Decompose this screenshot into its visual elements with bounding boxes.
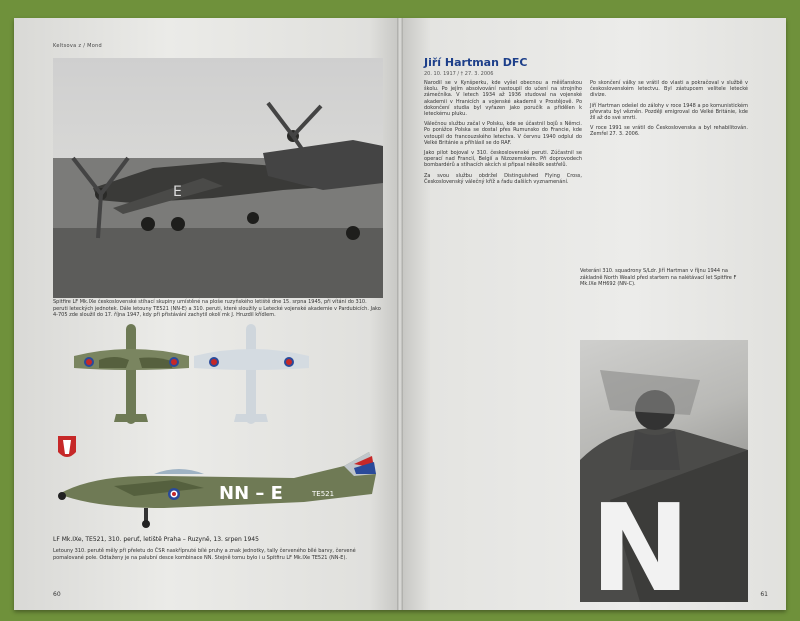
- profile-description: Letouny 310. perutě měly při přeletu do ČSR naskřípnuté bílé pruhy a znak jednotky, tally červeného bílé barvy, červené pomalované pole. Odtaženy je na palubní desce kombinace NN. Stejně tomu bylo i u Spitfiru LF Mk.IXe TE521 (NN-E).: [53, 548, 356, 561]
- photo-illustration: [53, 58, 383, 298]
- paragraph: Válečnou službu začal v Polsku, kde se účastnil bojů s Němci. Po porážce Polska se dostal přes Rumunsko do Francie, kde vstoupil do francouzského letectva. V červnu 1940 odplul do Velké Británie a přihlásil se do RAF.: [424, 121, 582, 146]
- profile-title: LF Mk.IXe, TE521, 310. peruť, letiště Praha – Ruzyně, 13. srpen 1945: [53, 536, 259, 543]
- page-number-left: 60: [53, 591, 61, 598]
- page-number-right: 61: [760, 591, 768, 598]
- running-head: Keltsova z / Mond: [53, 43, 103, 49]
- paragraph: Po skončení války se vrátil do vlasti a pokračoval v službě v československém letectvu. Byl zástupcem velitele letecké divize.: [590, 80, 748, 99]
- aircraft-serial-label: TE521: [312, 490, 335, 498]
- paragraph: Jiří Hartman odešel do zálohy v roce 1948 a po komunistickém převratu byl vězněn. Později emigroval do Velké Británie, kde žil až do své smrti.: [590, 102, 748, 122]
- biography-heading: Jiří Hartman DFC: [424, 56, 528, 69]
- spitfire-top-view: [74, 324, 189, 424]
- paragraph: Narodil se v Kynšperku, kde vyšel obecnou a měšťanskou školu. Po jejím absolvování nastoupil do učení na strojního zámečníka. V letech 1934 až 1936 studoval na vojenské akademii v Hranicích a vojenské akademii v Prostějově. Po dokončení studia byl vyřazen jako poručík a přidělen k leteckému pluku.: [424, 80, 582, 118]
- paragraph: Za svou službu obdržel Distinguished Flying Cross, Československý válečný kříž a řadu dalších vyznamenání.: [424, 172, 582, 185]
- open-book: [14, 18, 786, 610]
- book-spine: [397, 18, 403, 610]
- pilot-photo-illustration: [580, 340, 748, 602]
- left-page: [14, 18, 400, 610]
- pilot-photo-caption: Veteráni 310. squadrony S/Ldr. Jiří Hartman v říjnu 1944 na základně North Weald před startem na nalétávací let Spitfire F Mk.IXe MH692 (NN-C).: [580, 268, 737, 288]
- spitfire-airfield-photo: [53, 58, 383, 298]
- right-page: [400, 18, 786, 610]
- svg-text:E: E: [173, 184, 182, 200]
- text-column-1: [424, 80, 582, 189]
- text-column-2: [590, 80, 748, 142]
- biography-dates: 20. 10. 1917 / † 27. 3. 2006: [424, 71, 494, 77]
- photo-caption: Spitfire LF Mk.IXe československé stíhací skupiny umístěné na ploše ruzyňského letiště dne 15. srpna 1945, při vítání do 310. peruti leteckých jednotek. Dále letouny TE521 (NN-E) a 310. peruti, které sloužily u Letecké vojenské akademie v Pardubicích. Jako 4-705 zde sloužil do 17. října 1947, kdy při přistávání zachytil okolí mk J. Hruzdil křídlem.: [53, 299, 381, 319]
- aircraft-profile-drawings: [54, 316, 384, 534]
- paragraph: Jako pilot bojoval v 310. československé peruti. Zúčastnil se operací nad Francií, Belgií a Nizozemskem. Při doprovodech bombardérů a stíhacích akcích si připsal několik sestřelů.: [424, 150, 582, 169]
- pilot-cockpit-photo: [580, 340, 748, 602]
- paragraph: V roce 1991 se vrátil do Československa a byl rehabilitován. Zemřel 27. 3. 2006.: [590, 125, 748, 138]
- aircraft-code-label: NN – E: [219, 483, 283, 504]
- squadron-badge-icon: [58, 436, 76, 457]
- spitfire-underside-view: [194, 324, 309, 424]
- photo-letter-n: N: [590, 480, 691, 602]
